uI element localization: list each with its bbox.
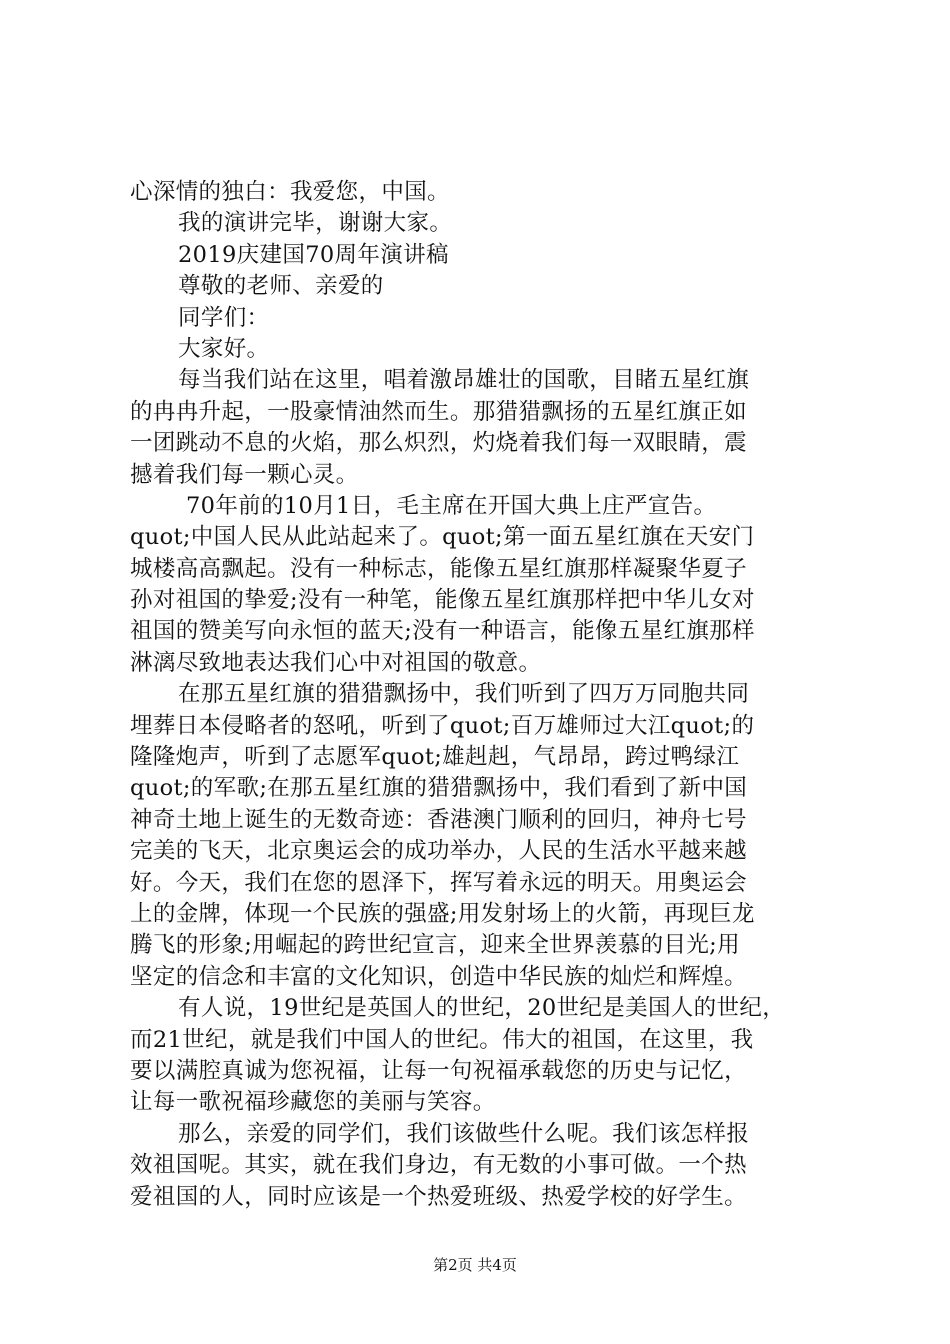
text-line: 撼着我们每一颗心灵。: [130, 461, 359, 488]
text-line: 坚定的信念和丰富的文化知识，创造中华民族的灿烂和辉煌。: [130, 963, 747, 990]
text-line: 祖国的赞美写向永恒的蓝天;没有一种语言，能像五星红旗那样: [130, 618, 755, 645]
text-line: 要以满腔真诚为您祝福，让每一句祝福承载您的历史与记忆，: [130, 1057, 747, 1084]
text-line: 而21世纪，就是我们中国人的世纪。伟大的祖国，在这里，我: [130, 1026, 754, 1053]
text-line: 效祖国呢。其实，就在我们身边，有无数的小事可做。一个热: [130, 1152, 747, 1179]
text-line: 埋葬日本侵略者的怒吼，听到了quot;百万雄师过大江quot;的: [130, 712, 755, 739]
text-line: 城楼高高飘起。没有一种标志，能像五星红旗那样凝聚华夏子: [130, 555, 747, 582]
text-line: 隆隆炮声，听到了志愿军quot;雄赳赳，气昂昂，跨过鸭绿江: [130, 744, 740, 771]
text-line: quot;中国人民从此站起来了。quot;第一面五星红旗在天安门: [130, 524, 755, 551]
speech-body: [130, 177, 830, 1213]
text-line: 好。今天，我们在您的恩泽下，挥写着永远的明天。用奥运会: [130, 869, 747, 896]
text-line: quot;的军歌;在那五星红旗的猎猎飘扬中，我们看到了新中国: [130, 775, 748, 802]
text-line: 每当我们站在这里，唱着激昂雄壮的国歌，目睹五星红旗: [178, 367, 750, 394]
speech-title: 2019庆建国70周年演讲稿: [178, 241, 449, 268]
text-line: 一团跳动不息的火焰，那么炽烈，灼烧着我们每一双眼睛，震: [130, 430, 747, 457]
text-line: 有人说，19世纪是英国人的世纪，20世纪是美国人的世纪，: [178, 995, 786, 1022]
text-line: 爱祖国的人，同时应该是一个热爱班级、热爱学校的好学生。: [130, 1183, 747, 1210]
text-line: 完美的飞天，北京奥运会的成功举办，人民的生活水平越来越: [130, 838, 747, 865]
text-line: 70年前的10月1日，毛主席在开国大典上庄严宣告。: [186, 492, 717, 519]
text-line: 的冉冉升起，一股豪情油然而生。那猎猎飘扬的五星红旗正如: [130, 398, 747, 425]
page-number: 第2页 共4页: [433, 1256, 517, 1274]
text-line: 腾飞的形象;用崛起的跨世纪宣言，迎来全世界羡慕的目光;用: [130, 932, 740, 959]
salutation-line: 同学们：: [178, 304, 270, 331]
text-line: 孙对祖国的挚爱;没有一种笔，能像五星红旗那样把中华儿女对: [130, 587, 755, 614]
text-line: 让每一歌祝福珍藏您的美丽与笑容。: [130, 1089, 496, 1116]
greeting-line: 大家好。: [178, 335, 270, 362]
salutation-line: 尊敬的老师、亲爱的: [178, 273, 384, 300]
text-line: 神奇土地上诞生的无数奇迹：香港澳门顺利的回归，神舟七号: [130, 806, 747, 833]
text-line: 心深情的独白：我爱您，中国。: [130, 179, 450, 205]
text-line: 那么，亲爱的同学们，我们该做些什么呢。我们该怎样报: [178, 1120, 750, 1147]
text-line: 我的演讲完毕，谢谢大家。: [178, 210, 453, 237]
text-line: 在那五星红旗的猎猎飘扬中，我们听到了四万万同胞共同: [178, 681, 750, 708]
text-line: 上的金牌，体现一个民族的强盛;用发射场上的火箭，再现巨龙: [130, 900, 755, 927]
text-line: 淋漓尽致地表达我们心中对祖国的敬意。: [130, 649, 542, 676]
